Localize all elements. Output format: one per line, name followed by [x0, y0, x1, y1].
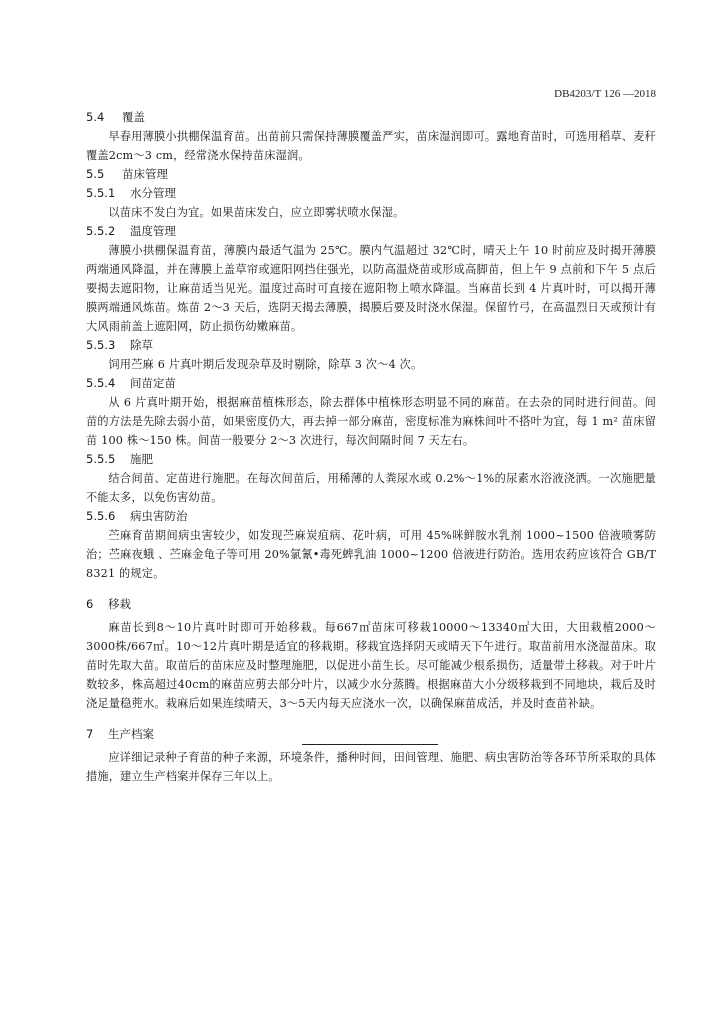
heading-5-5	[86, 165, 656, 184]
heading-title: 间苗定苗	[130, 376, 176, 390]
heading-title: 水分管理	[130, 186, 176, 200]
heading-number: 5.5.5	[86, 452, 116, 466]
end-rule	[302, 744, 438, 745]
heading-5-5-2	[86, 222, 656, 241]
paragraph-5-5-6: 苎麻育苗期间病虫害较少，如发现苎麻炭疽病、花叶病，可用 45%咪鲜胺水乳剂 1000~1500 倍液喷雾防治；苎麻夜蛾 、苎麻金龟子等可用 20%氯氰•毒死蜱乳油 1000~1200 倍液进行防治。选用农药应该符合 GB/T 8321 的规定。	[86, 529, 656, 580]
paragraph-7: 应详细记录种子育苗的种子来源，环境条件，播种时间，田间管理、施肥、病虫害防治等各环节所采取的具体措施，建立生产档案并保存三年以上。	[86, 751, 656, 783]
heading-title: 除草	[130, 338, 153, 352]
heading-title: 病虫害防治	[130, 509, 188, 523]
paragraph-5-5-5: 结合间苗、定苗进行施肥。在每次间苗后，用稀薄的人粪尿水或 0.2%～1%的尿素水浴液浇洒。一次施肥量不能太多，以免伤害幼苗。	[86, 472, 656, 504]
heading-number: 5.5.2	[86, 224, 116, 238]
heading-title: 施肥	[130, 452, 153, 466]
paragraph-5-5-2: 薄膜小拱棚保温育苗，薄膜内最适气温为 25℃。膜内气温超过 32℃时，晴天上午 10 时前应及时揭开薄膜两端通风降温，并在薄膜上盖草帘或遮阳网挡住强光，以防高温烧苗或形成高脚苗，但上午 9 点前和下午 5 点后要揭去遮阳物，让麻苗适当见光。温度过高时可直接在遮阳物上喷水降温。当麻苗长到 4 片真叶时，可以揭开薄膜两端通风炼苗。炼苗 2～3 天后，选阴天揭去薄膜，揭膜后要及时浇水保湿。保留竹弓，在高温烈日天或预计有大风雨前盖上遮阳网，防止损伤幼嫩麻苗。	[86, 244, 656, 333]
heading-title: 苗床管理	[122, 167, 168, 181]
heading-title: 移栽	[108, 597, 131, 611]
heading-5-5-1	[86, 184, 656, 203]
heading-number: 5.5.3	[86, 338, 116, 352]
heading-5-5-5	[86, 450, 656, 469]
heading-number: 6	[86, 597, 94, 611]
heading-7	[86, 725, 656, 744]
heading-title: 覆盖	[122, 110, 145, 124]
paragraph-5-4: 早春用薄膜小拱棚保温育苗。出苗前只需保持薄膜覆盖严实，苗床湿润即可。露地育苗时，可选用稻草、麦秆覆盖2cm～3 cm，经常浇水保持苗床湿润。	[86, 130, 656, 162]
paragraph-5-5-4: 从 6 片真叶期开始，根据麻苗植株形态，除去群体中植株形态明显不同的麻苗。在去杂的同时进行间苗。间苗的方法是先除去弱小苗，如果密度仍大，再去掉一部分麻苗，密度标准为麻株间叶不搭叶为宜，每 1 m² 苗床留苗 100 株～150 株。间苗一般要分 2～3 次进行，每次间隔时间 7 天左右。	[86, 396, 656, 447]
heading-number: 5.5.4	[86, 376, 116, 390]
heading-6	[86, 595, 656, 614]
paragraph-5-5-3: 饲用苎麻 6 片真叶期后发现杂草及时剔除，除草 3 次～4 次。	[108, 358, 423, 371]
paragraph-5-5-1: 以苗床不发白为宜。如果苗床发白，应立即雾状喷水保湿。	[108, 206, 405, 219]
document-code: DB4203/T 126 —2018	[554, 88, 656, 100]
document-body	[86, 108, 656, 786]
heading-5-4	[86, 108, 656, 127]
paragraph-6: 麻苗长到8～10片真叶时即可开始移栽。每667㎡苗床可移栽10000～13340㎡大田，大田栽植2000～3000株/667㎡。10～12片真叶期是适宜的移栽期。移栽宜选择阴天或晴天下午进行。取苗前用水浇湿苗床。取苗时先取大苗。取苗后的苗床应及时整理施肥，以促进小苗生长。尽可能减少根系损伤，适量带土移栽。对于叶片数较多，株高超过40cm的麻苗应剪去部分叶片，以减少水分蒸腾。根据麻苗大小分级移栽到不同地块，栽后及时浇足量稳蔸水。栽麻后如果连续晴天，3～5天内每天应浇水一次，以确保麻苗成活，并及时查苗补缺。	[86, 621, 656, 710]
heading-number: 5.4	[86, 110, 105, 124]
heading-number: 7	[86, 727, 94, 741]
heading-5-5-3	[86, 336, 656, 355]
heading-number: 5.5	[86, 167, 105, 181]
heading-number: 5.5.6	[86, 509, 116, 523]
heading-number: 5.5.1	[86, 186, 116, 200]
heading-title: 生产档案	[108, 727, 154, 741]
heading-5-5-6	[86, 507, 656, 526]
heading-5-5-4	[86, 374, 656, 393]
heading-title: 温度管理	[130, 224, 176, 238]
